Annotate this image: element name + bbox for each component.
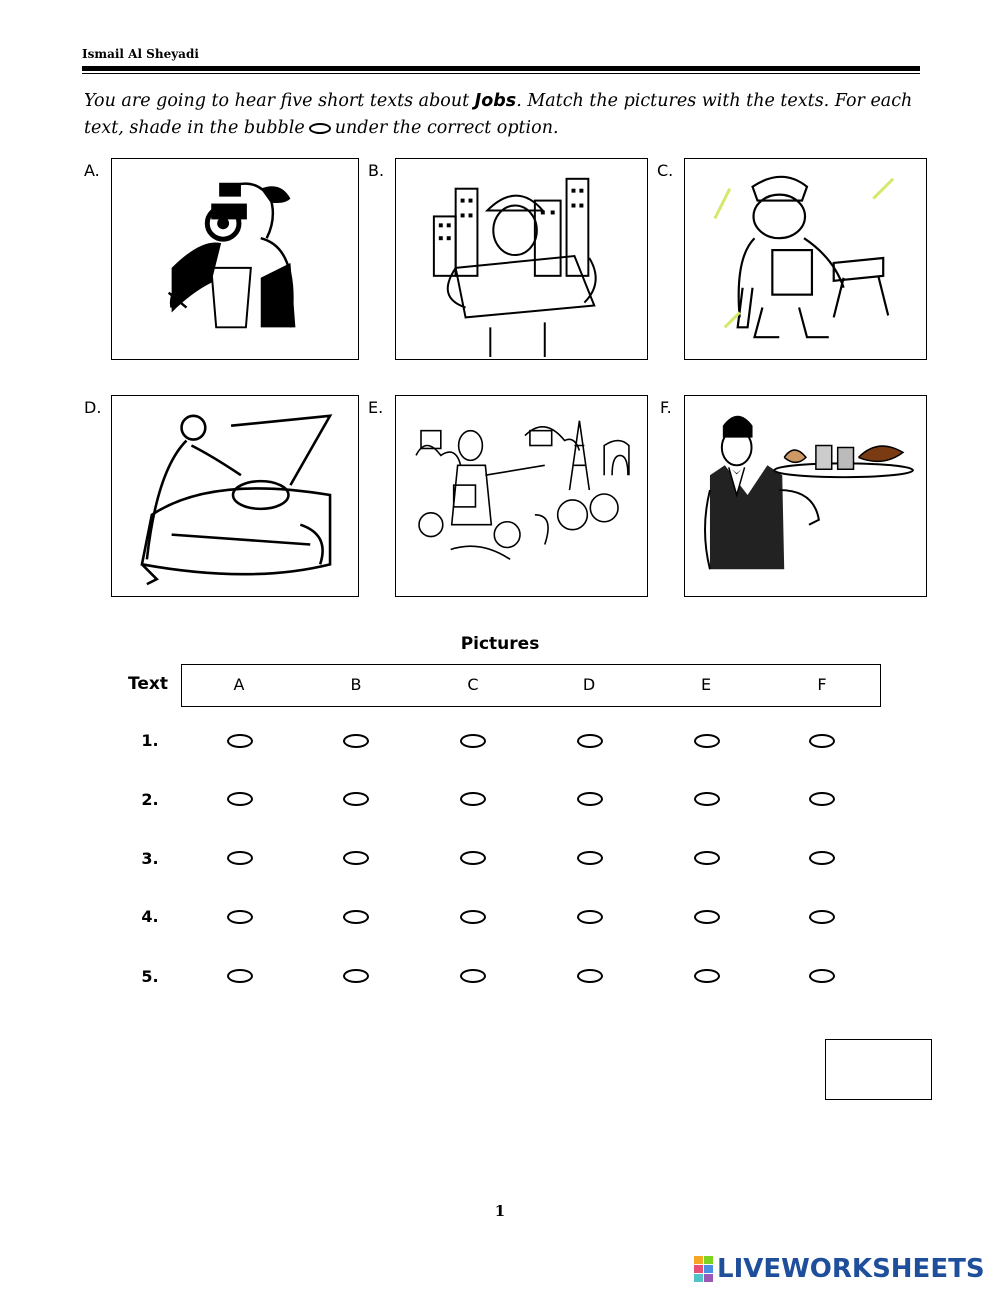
answer-bubble-3-d[interactable] bbox=[577, 851, 603, 865]
grid-header-box bbox=[181, 664, 881, 707]
grid-row-label: Text bbox=[128, 674, 168, 694]
picture-letter-c: C. bbox=[657, 161, 674, 180]
row-number-1: 1. bbox=[141, 731, 159, 750]
bubble-icon bbox=[309, 123, 331, 134]
grid-heading: Pictures bbox=[460, 634, 540, 654]
column-header-f: F bbox=[817, 675, 827, 694]
row-number-5: 5. bbox=[141, 967, 159, 986]
column-header-a: A bbox=[233, 675, 245, 694]
picture-letter-b: B. bbox=[368, 161, 385, 180]
answer-bubble-5-c[interactable] bbox=[460, 969, 486, 983]
column-header-e: E bbox=[700, 675, 712, 694]
answer-bubble-1-b[interactable] bbox=[343, 734, 369, 748]
row-number-3: 3. bbox=[141, 849, 159, 868]
answer-bubble-2-d[interactable] bbox=[577, 792, 603, 806]
picture-c-carpenter bbox=[684, 158, 927, 360]
column-header-b: B bbox=[350, 675, 362, 694]
answer-bubble-1-c[interactable] bbox=[460, 734, 486, 748]
mechanic-illustration bbox=[112, 396, 358, 596]
waiter-illustration bbox=[685, 396, 926, 596]
carpenter-illustration bbox=[685, 159, 926, 359]
picture-letter-e: E. bbox=[368, 398, 384, 417]
engineer-illustration bbox=[396, 159, 647, 359]
answer-bubble-4-a[interactable] bbox=[227, 910, 253, 924]
brand-logo bbox=[694, 1254, 985, 1284]
picture-e-tour-guide bbox=[395, 395, 648, 597]
answer-bubble-1-a[interactable] bbox=[227, 734, 253, 748]
header-rule-thin bbox=[82, 73, 920, 74]
answer-bubble-2-c[interactable] bbox=[460, 792, 486, 806]
header-rule bbox=[82, 66, 920, 71]
picture-letter-f: F. bbox=[660, 398, 672, 417]
answer-bubble-2-b[interactable] bbox=[343, 792, 369, 806]
answer-bubble-3-b[interactable] bbox=[343, 851, 369, 865]
photographer-illustration bbox=[112, 159, 358, 359]
picture-a-photographer bbox=[111, 158, 359, 360]
column-header-c: C bbox=[467, 675, 479, 694]
answer-bubble-5-a[interactable] bbox=[227, 969, 253, 983]
picture-b-engineer bbox=[395, 158, 648, 360]
row-number-4: 4. bbox=[141, 907, 159, 926]
answer-bubble-4-b[interactable] bbox=[343, 910, 369, 924]
answer-bubble-4-e[interactable] bbox=[694, 910, 720, 924]
answer-bubble-2-e[interactable] bbox=[694, 792, 720, 806]
score-box bbox=[825, 1039, 932, 1100]
picture-letter-d: D. bbox=[84, 398, 102, 417]
answer-bubble-1-f[interactable] bbox=[809, 734, 835, 748]
answer-bubble-5-b[interactable] bbox=[343, 969, 369, 983]
answer-bubble-3-a[interactable] bbox=[227, 851, 253, 865]
liveworksheets-icon bbox=[694, 1256, 714, 1282]
answer-bubble-4-c[interactable] bbox=[460, 910, 486, 924]
picture-letter-a: A. bbox=[84, 161, 100, 180]
answer-bubble-5-e[interactable] bbox=[694, 969, 720, 983]
row-number-2: 2. bbox=[141, 790, 159, 809]
column-header-d: D bbox=[582, 675, 596, 694]
page-number: 1 bbox=[494, 1202, 506, 1220]
answer-bubble-5-f[interactable] bbox=[809, 969, 835, 983]
author-name: Ismail Al Sheyadi bbox=[82, 47, 199, 61]
answer-bubble-2-f[interactable] bbox=[809, 792, 835, 806]
answer-bubble-1-e[interactable] bbox=[694, 734, 720, 748]
tour-guide-illustration bbox=[396, 396, 647, 596]
answer-bubble-5-d[interactable] bbox=[577, 969, 603, 983]
picture-f-waiter bbox=[684, 395, 927, 597]
brand-name: LIVEWORKSHEETS bbox=[717, 1254, 985, 1284]
answer-bubble-2-a[interactable] bbox=[227, 792, 253, 806]
answer-bubble-4-f[interactable] bbox=[809, 910, 835, 924]
answer-bubble-1-d[interactable] bbox=[577, 734, 603, 748]
answer-bubble-3-f[interactable] bbox=[809, 851, 835, 865]
answer-bubble-3-c[interactable] bbox=[460, 851, 486, 865]
answer-bubble-3-e[interactable] bbox=[694, 851, 720, 865]
instructions-keyword: Jobs bbox=[474, 91, 517, 111]
picture-d-mechanic bbox=[111, 395, 359, 597]
answer-bubble-4-d[interactable] bbox=[577, 910, 603, 924]
instructions: You are going to hear five short texts about Jobs. Match the pictures with the texts. For each text, shade in the bubble under the correct option. bbox=[84, 91, 913, 138]
